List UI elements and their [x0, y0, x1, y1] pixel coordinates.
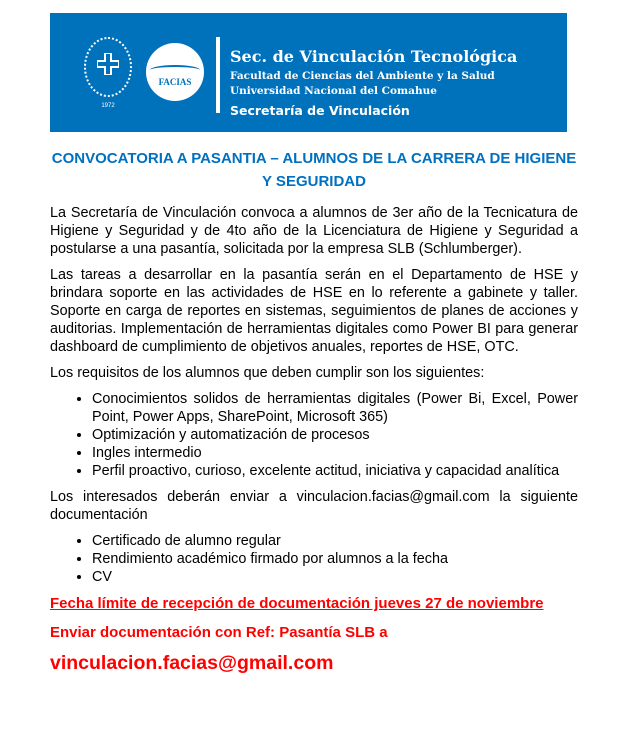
send-reference: Enviar documentación con Ref: Pasantía SLB a	[50, 624, 388, 641]
document-body	[50, 204, 578, 674]
banner-university: Universidad Nacional del Comahue	[230, 85, 437, 97]
divider	[216, 37, 220, 113]
document-title: CONVOCATORIA A PASANTIA – ALUMNOS DE LA CARRERA DE HIGIENE Y SEGURIDAD	[51, 150, 577, 190]
list-item: • CV	[92, 568, 578, 586]
list-item: • Rendimiento académico firmado por alumnos a la fecha	[92, 550, 578, 568]
list-item: • Conocimientos solidos de herramientas digitales (Power Bi, Excel, Power Point, Power Apps, SharePoint, Microsoft 365)	[92, 390, 578, 426]
list-item: • Certificado de alumno regular	[92, 532, 578, 550]
list-item: • Perfil proactivo, curioso, excelente actitud, iniciativa y capacidad analítica	[92, 462, 578, 480]
list-item: • Ingles intermedio	[92, 444, 578, 462]
deadline-notice: Fecha límite de recepción de documentación jueves 27 de noviembre	[50, 595, 544, 612]
requirements-intro: Los requisitos de los alumnos que deben cumplir son los siguientes:	[50, 365, 485, 381]
tasks-paragraph: Las tareas a desarrollar en la pasantía serán en el Departamento de HSE y brindara soporte en las actividades de HSE en lo referente a gabinete y taller. Soporte en carga de reportes en sistemas, seguimientos de planes de acciones y auditorias. Implementación de herramientas digitales como Power BI para generar dashboard de cumplimiento de objetivos anuales, reportes de HSE, OTC.	[50, 267, 578, 355]
list-item: • Optimización y automatización de procesos	[92, 426, 578, 444]
university-seal-logo	[84, 37, 132, 109]
banner-faculty: Facultad de Ciencias del Ambiente y la Salud	[230, 70, 495, 82]
facias-logo-text: FACIAS	[158, 77, 192, 87]
documents-list	[50, 532, 578, 586]
banner-secretariat: Secretaría de Vinculación	[230, 103, 410, 118]
facias-logo	[146, 43, 204, 101]
seal-year: 1972	[101, 103, 115, 109]
requirements-list	[50, 390, 578, 480]
intro-paragraph: La Secretaría de Vinculación convoca a alumnos de 3er año de la Tecnicatura de Higiene y Seguridad y de 4to año de la Licenciatura de Higiene y Seguridad a postularse a una pasantía, solicitada por la empresa SLB (Schlumberger).	[50, 205, 578, 257]
header-banner	[50, 13, 567, 132]
send-instructions: Los interesados deberán enviar a vinculacion.facias@gmail.com la siguiente documentación	[50, 489, 578, 523]
banner-title: Sec. de Vinculación Tecnológica	[230, 47, 518, 66]
contact-email[interactable]: vinculacion.facias@gmail.com	[50, 652, 334, 674]
cross-emblem-icon	[97, 53, 119, 75]
